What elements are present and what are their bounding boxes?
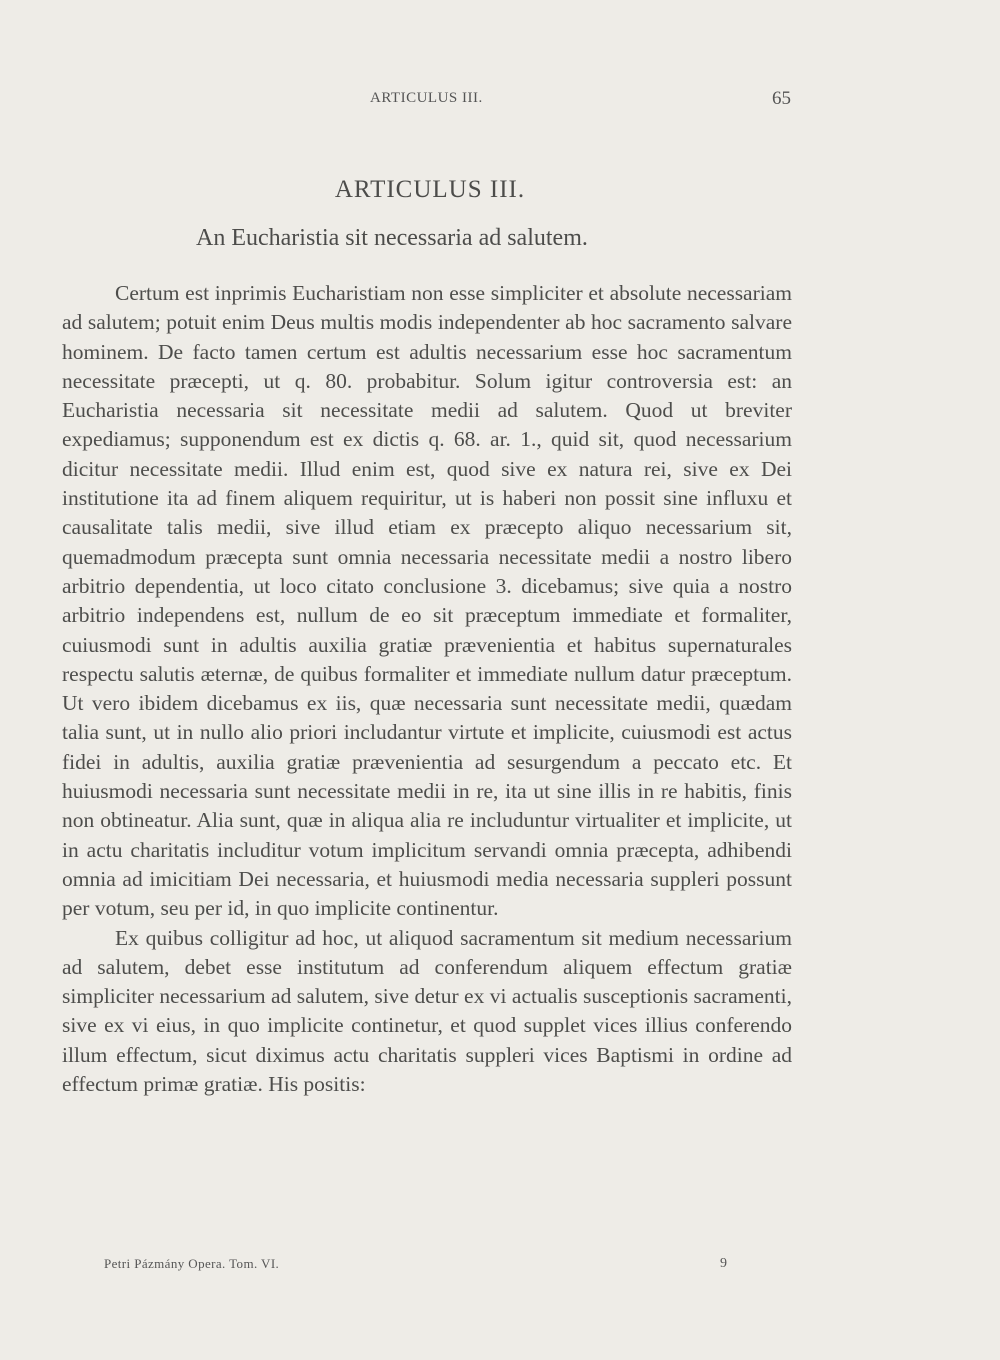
footer-source: Petri Pázmány Opera. Tom. VI.: [104, 1256, 280, 1271]
paragraph-2: Ex quibus colligitur ad hoc, ut aliquod sacramentum sit medium necessarium ad salutem, debet esse institutum ad conferendum aliquem effectum gratiæ simpliciter necessarium ad salutem, sive detur ex vi actualis susceptionis sacramenti, sive ex vi eius, in quo implicite continetur, et quod supplet vices illius conferendo illum effectum, sicut diximus actu charitatis suppleri vices Baptismi in ordine ad effectum primæ gratiæ. His positis:: [62, 925, 792, 1097]
body-text: [62, 279, 792, 1099]
article-question: An Eucharistia sit necessaria ad salutem.: [196, 225, 588, 251]
paragraph-1: Certum est inprimis Eucharistiam non esse simpliciter et absolute necessariam ad salutem; potuit enim Deus multis modis independenter ab hoc sacramento salvare hominem. De facto tamen certum est adultis necessarium esse hoc sacramentum necessitate præcepti, ut q. 80. probabitur. Solum igitur controversia est: an Eucharistia necessaria sit necessitate medii ad salutem. Quod ut breviter expediamus; supponendum est ex dictis q. 68. ar. 1., quid sit, quod necessarium dicitur necessitate medii. Illud enim est, quod sive ex natura rei, sive ex Dei institutione ita ad finem aliquem requiritur, ut is haberi non possit sine influxu et causalitate talis medii, sive illud etiam ex præcepto aliquo necessarium sit, quemadmodum præcepta sunt omnia necessaria necessitate medii a nostro libero arbitrio dependentia, ut loco citato conclusione 3. dicebamus; sive quia a nostro arbitrio independens est, nullum de eo sit præceptum immediate et formaliter, cuiusmodi sunt in adultis auxilia gratiæ prævenientia et habitus supernaturales respectu salutis æternæ, de quibus formaliter et immediate nullum datur præceptum. Ut vero ibidem dicebamus ex iis, quæ necessaria sunt necessitate medii, quædam talia sunt, ut in nullo alio priori includantur virtute et implicite, cuiusmodi est actus fidei in adultis, auxilia gratiæ prævenientia ad sesurgendum a peccato etc. Et huiusmodi necessaria sunt necessitate medii in re, ita ut sine illis in re habitis, finis non obtineatur. Alia sunt, quæ in aliqua alia re includuntur virtualiter et implicite, ut in actu charitatis includitur votum implicitum servandi omnia præcepta, adhibendi omnia ad imicitiam Dei necessaria, et huiusmodi media necessaria suppleri possunt per votum, seu per id, in quo implicite continentur.: [62, 281, 792, 921]
page-footer: [0, 1256, 1000, 1276]
page-number: 65: [772, 88, 791, 109]
article-heading: ARTICULUS III.: [334, 176, 526, 203]
signature-mark: 9: [720, 1256, 727, 1271]
running-title: ARTICULUS III.: [370, 90, 483, 106]
running-head: [0, 90, 1000, 114]
